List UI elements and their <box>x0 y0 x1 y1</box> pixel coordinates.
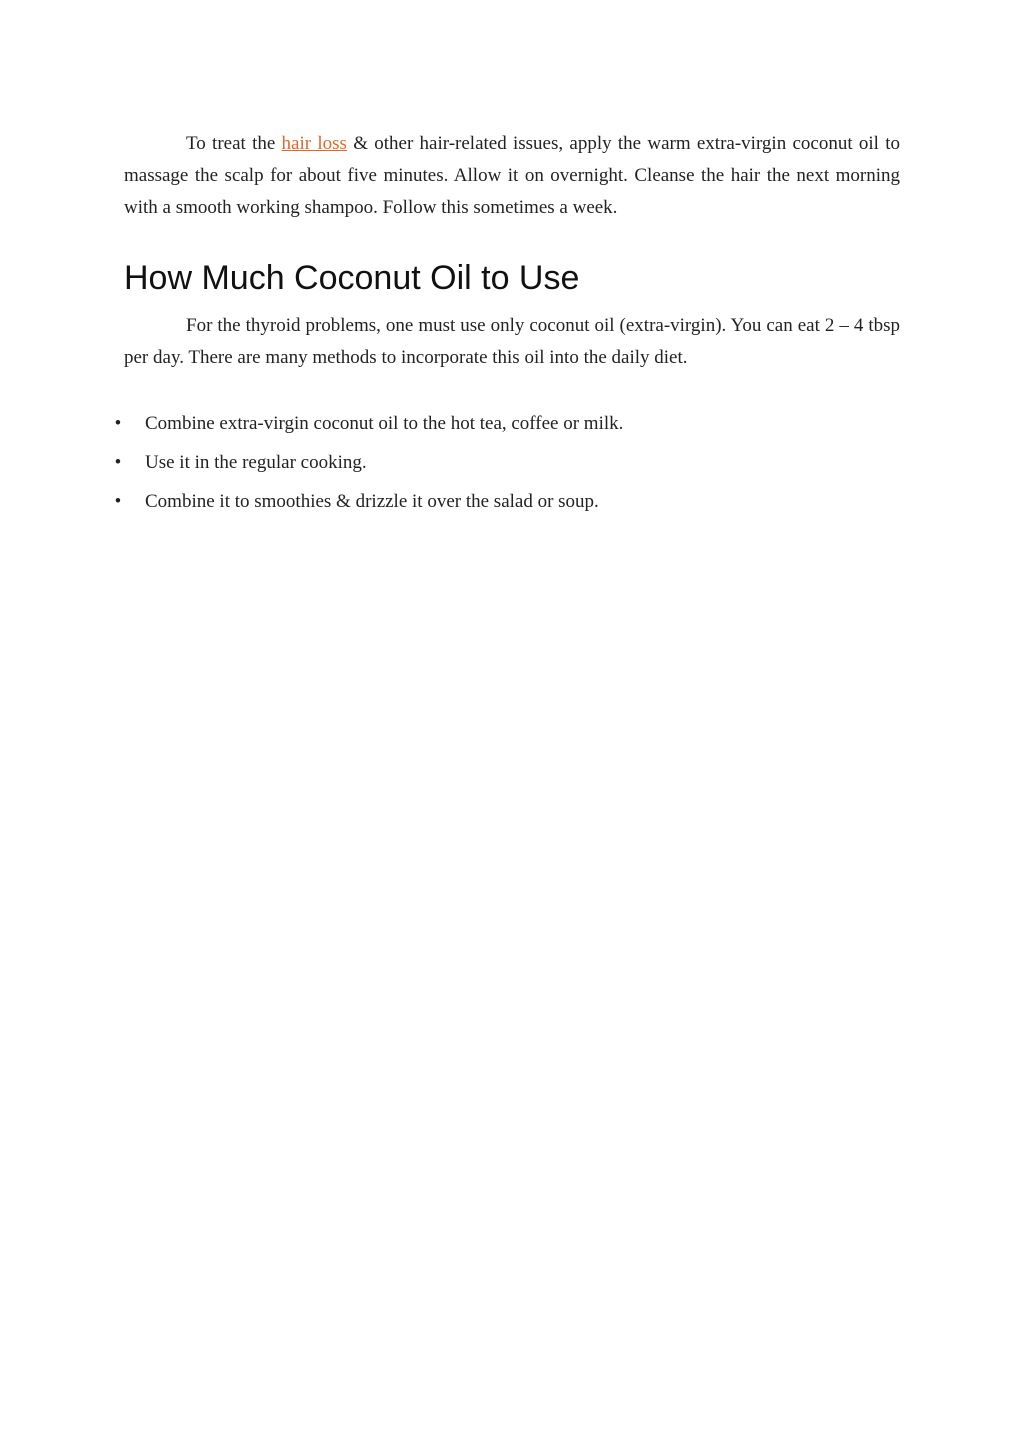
bullet-icon: • <box>114 452 122 473</box>
bullet-list <box>112 404 888 521</box>
list-item <box>112 404 888 443</box>
bullet-icon: • <box>114 413 122 434</box>
list-item-text: Combine it to smoothies & drizzle it over the salad or soup. <box>145 491 599 512</box>
hair-loss-link[interactable]: hair loss <box>281 133 347 154</box>
list-item-text: Combine extra-virgin coconut oil to the hot tea, coffee or milk. <box>145 413 624 434</box>
bullet-icon: • <box>114 491 122 512</box>
list-item <box>112 443 888 482</box>
page-content <box>114 128 900 521</box>
list-item <box>112 482 888 521</box>
section-heading: How Much Coconut Oil to Use <box>124 259 580 297</box>
paragraph-text-start: To treat the <box>186 133 282 154</box>
paragraph-text-end: & other hair-related issues, apply the warm extra-virgin coconut oil to massage the scalp for about five minutes. Allow it on overnight. Cleanse the hair the next morning with a smooth working shampoo. Follow this sometimes a week. <box>124 133 900 218</box>
paragraph-dosage: For the thyroid problems, one must use only coconut oil (extra-virgin). You can eat 2 – 4 tbsp per day. There are many methods to incorporate this oil into the daily diet. <box>124 315 900 368</box>
paragraph-hair-treatment <box>124 128 900 224</box>
list-item-text: Use it in the regular cooking. <box>145 452 367 473</box>
